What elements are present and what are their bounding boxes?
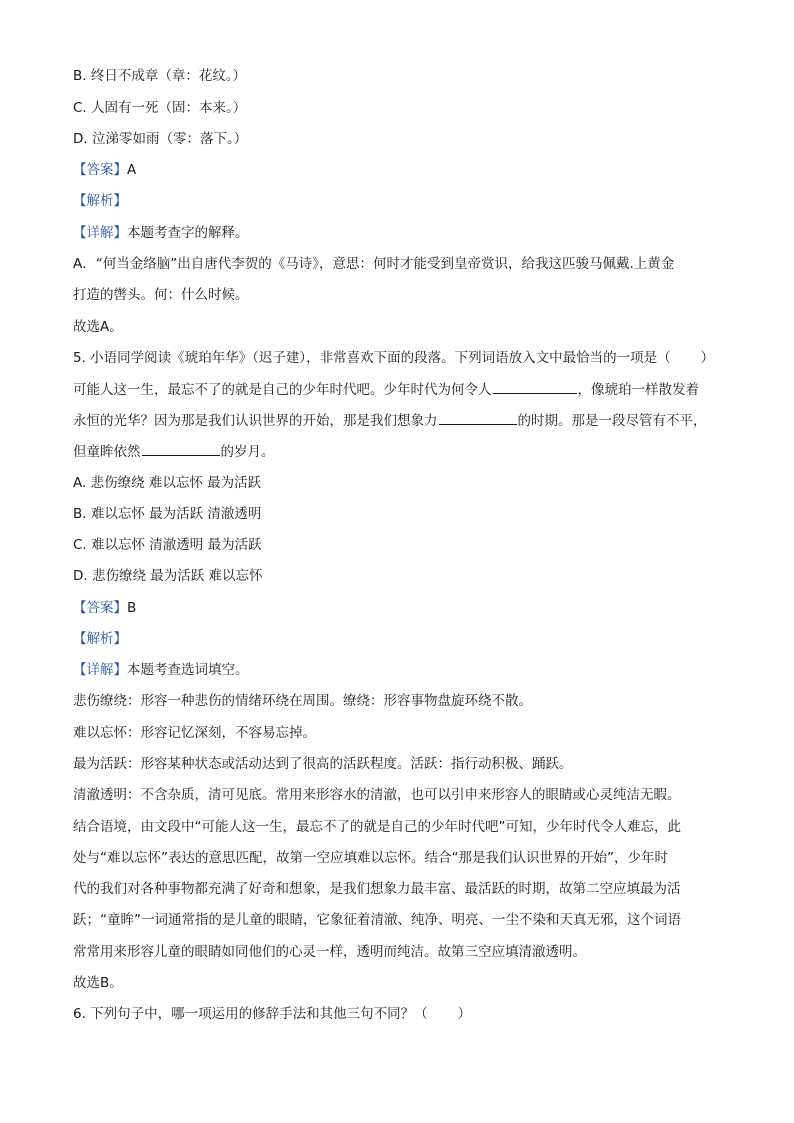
option-b-line: B. 难以忘怀 最为活跃 清澈透明 (73, 506, 262, 522)
fill-blank-2 (439, 411, 517, 425)
explanation-line: 清澈透明：不含杂质，清可见底。常用来形容水的清澈，也可以引申来形容人的眼睛或心灵纯洁无暇。 (73, 787, 681, 803)
analysis-tag: 【解析】 (73, 193, 127, 209)
fill-blank-3 (142, 442, 220, 456)
option-c-line: C. 人固有一死（固：本来。） (73, 100, 247, 116)
option-d-line: D. 悲伤缭绕 最为活跃 难以忘怀 (73, 568, 263, 584)
explanation-line: A．“何当金络脑”出自唐代李贺的《马诗》，意思：何时才能受到皇帝赏识，给我这匹骏马佩戴.上黄金 (73, 256, 675, 272)
question-5-close: ） (700, 350, 715, 366)
option-a-line: A. 悲伤缭绕 难以忘怀 最为活跃 (73, 475, 262, 491)
option-d-line: D. 泣涕零如雨（零：落下。） (73, 131, 248, 147)
passage-text: 的岁月。 (220, 444, 275, 460)
explanation-line: 悲伤缭绕：形容一种悲伤的情绪环绕在周围。缭绕：形容事物盘旋环绕不散。 (73, 693, 532, 709)
explanation-line: 处与“难以忘怀”表达的意思匹配，故第一空应填难以忘怀。结合“那是我们认识世界的开始”，少年时 (73, 850, 668, 866)
fill-blank-1 (493, 380, 577, 394)
explanation-line: 代的我们对各种事物都充满了好奇和想象，是我们想象力最丰富、最活跃的时期，故第二空应填最为活 (73, 881, 681, 897)
answer-tag: 【答案】 (73, 162, 127, 178)
passage-text: 可能人这一生，最忘不了的就是自己的少年时代吧。少年时代为何令人 (73, 382, 492, 398)
question-6-text: 6. 下列句子中，哪一项运用的修辞手法和其他三句不同？（ (73, 1006, 428, 1022)
passage-line (73, 380, 733, 399)
answer-line (73, 599, 733, 617)
option-b-line: B. 终日不成章（章：花纹。） (73, 68, 247, 84)
passage-text: 永恒的光华？因为那是我们认识世界的开始，那是我们想象力 (73, 413, 438, 429)
answer-tag: 【答案】 (73, 600, 127, 616)
question-5-text: 5. 小语同学阅读《琥珀年华》（迟子建），非常喜欢下面的段落。下列词语放入文中最恰当的一项是（ (73, 350, 671, 366)
passage-line (73, 442, 733, 461)
detail-tag: 【详解】 (73, 662, 127, 678)
detail-text: 本题考查字的解释。 (127, 225, 249, 241)
conclusion-line: 故选B。 (73, 975, 123, 991)
option-c-line: C. 难以忘怀 清澈透明 最为活跃 (73, 537, 262, 553)
answer-value: A (127, 162, 137, 178)
question-5-stem (73, 349, 733, 367)
explanation-line: 常常用来形容儿童的眼睛如同他们的心灵一样，透明而纯洁。故第三空应填清澈透明。 (73, 944, 586, 960)
answer-value: B (127, 600, 137, 616)
passage-line (73, 411, 733, 430)
answer-line (73, 161, 733, 179)
explanation-line: 打造的辔头。何：什么时候。 (73, 287, 249, 303)
passage-text: 的时期。那是一段尽管有不平， (517, 413, 707, 429)
explanation-line: 跃；“童眸”一词通常指的是儿童的眼睛，它象征着清澈、纯净、明亮、一尘不染和天真无邪，这个词语 (73, 912, 681, 928)
detail-text: 本题考查选词填空。 (127, 662, 249, 678)
explanation-line: 最为活跃：形容某种状态或活动达到了很高的活跃程度。活跃：指行动积极、踊跃。 (73, 756, 573, 772)
passage-text: ，像琥珀一样散发着 (577, 382, 699, 398)
passage-text: 但童眸依然 (73, 444, 141, 460)
question-6-stem (73, 1005, 733, 1023)
conclusion-line: 故选A。 (73, 319, 123, 335)
detail-line (73, 224, 733, 242)
question-6-close: ） (457, 1006, 472, 1022)
detail-line (73, 661, 733, 679)
analysis-tag: 【解析】 (73, 631, 127, 647)
detail-tag: 【详解】 (73, 225, 127, 241)
explanation-line: 结合语境，由文段中“可能人这一生，最忘不了的就是自己的少年时代吧”可知，少年时代令人难忘，此 (73, 819, 681, 835)
explanation-line: 难以忘怀：形容记忆深刻，不容易忘掉。 (73, 725, 316, 741)
